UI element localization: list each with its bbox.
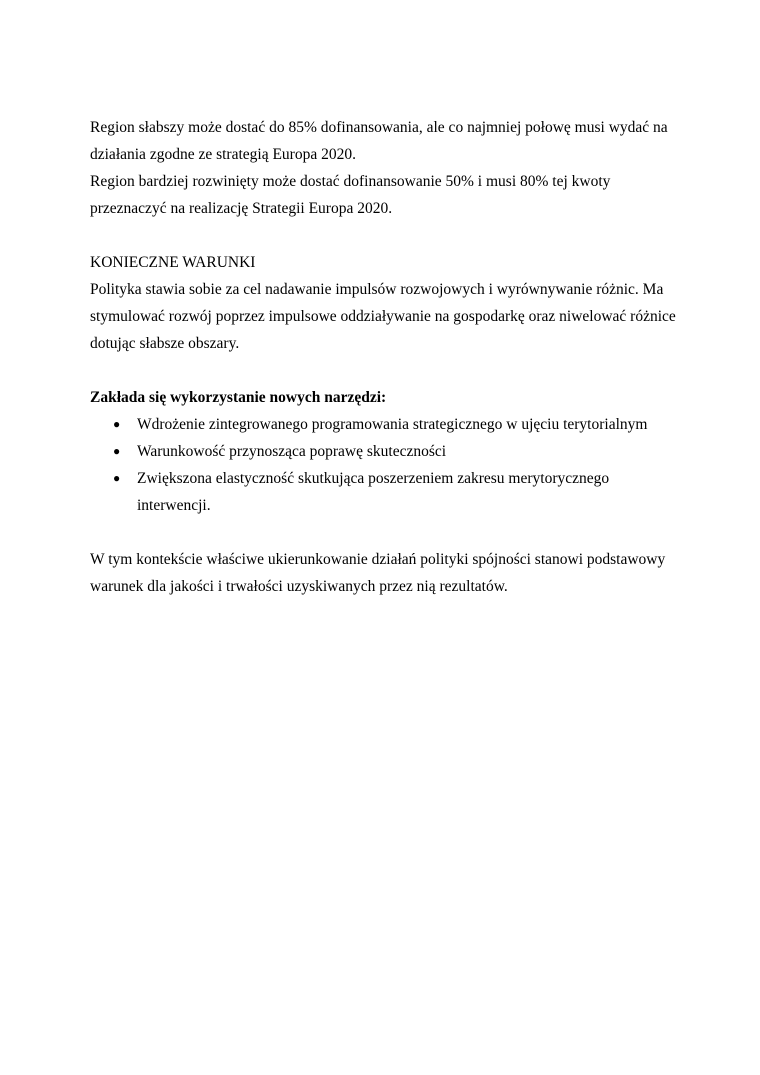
paragraph-conclusion — [90, 546, 690, 600]
bullet-dot-icon: ● — [113, 417, 121, 431]
list-item — [90, 465, 690, 519]
paragraph-developed-region — [90, 168, 690, 222]
text-line: stymulować rozwój poprzez impulsowe oddziaływanie na gospodarkę oraz niwelować różnice — [90, 308, 676, 325]
list-item — [90, 411, 690, 438]
blank-line — [90, 222, 690, 249]
bullet-dot-icon: ● — [113, 444, 121, 458]
list-item-text: Warunkowość przynosząca poprawę skuteczności — [137, 443, 447, 460]
paragraph-weaker-region — [90, 114, 690, 168]
text-line: warunek dla jakości i trwałości uzyskiwanych przez nią rezultatów. — [90, 578, 508, 595]
text-line: przeznaczyć na realizację Strategii Europa 2020. — [90, 200, 393, 217]
text-line: W tym kontekście właściwe ukierunkowanie działań polityki spójności stanowi podstawowy — [90, 551, 666, 568]
tools-heading: Zakłada się wykorzystanie nowych narzędzi: — [90, 389, 387, 406]
text-line: Polityka stawia sobie za cel nadawanie impulsów rozwojowych i wyrównywanie różnic. Ma — [90, 281, 664, 298]
bullet-dot-icon: ● — [113, 471, 121, 485]
text-line: Region bardziej rozwinięty może dostać dofinansowanie 50% i musi 80% tej kwoty — [90, 173, 611, 190]
list-item-text: Zwiększona elastyczność skutkująca poszerzeniem zakresu merytorycznego — [137, 470, 610, 487]
list-item-text-continued: interwencji. — [137, 497, 211, 514]
section-heading: KONIECZNE WARUNKI — [90, 254, 256, 271]
text-line: Region słabszy może dostać do 85% dofinansowania, ale co najmniej połowę musi wydać na — [90, 119, 668, 136]
document-body — [90, 114, 690, 600]
list-item-text: Wdrożenie zintegrowanego programowania strategicznego w ujęciu terytorialnym — [137, 416, 648, 433]
text-line: działania zgodne ze strategią Europa 2020. — [90, 146, 356, 163]
text-line: dotując słabsze obszary. — [90, 335, 240, 352]
blank-line — [90, 357, 690, 384]
list-item — [90, 438, 690, 465]
tools-bullet-list — [90, 411, 690, 519]
paragraph-policy-goals — [90, 276, 690, 357]
blank-line — [90, 519, 690, 546]
